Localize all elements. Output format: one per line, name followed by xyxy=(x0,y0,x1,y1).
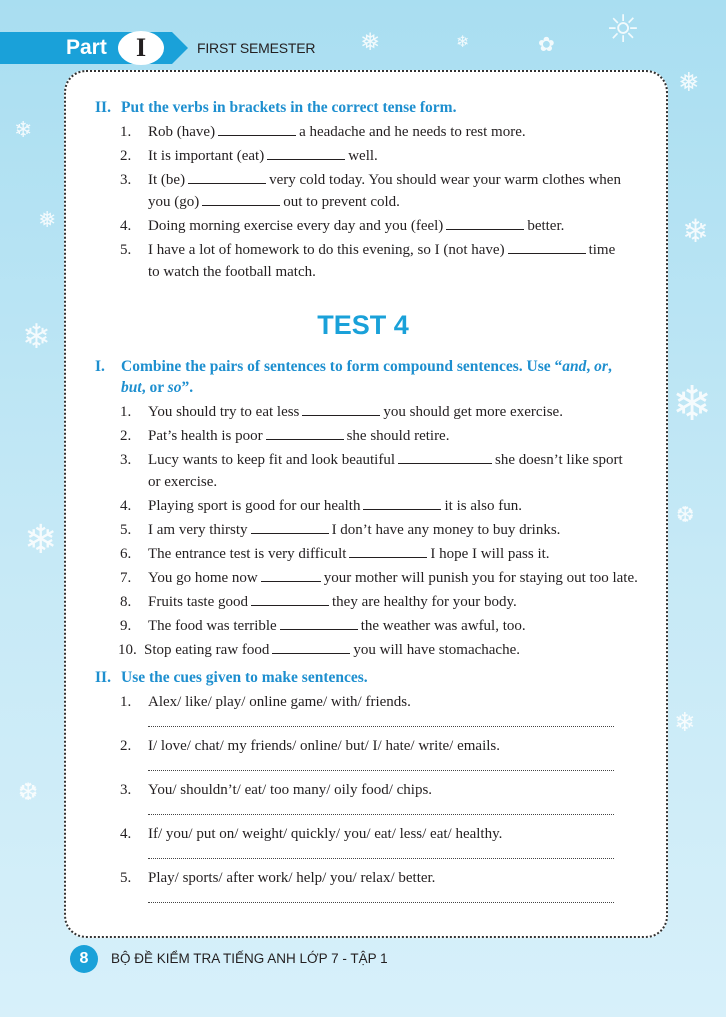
snowflake-icon: ❆ xyxy=(676,503,695,528)
answer-blank[interactable] xyxy=(280,615,358,630)
snowflake-icon: ❄ xyxy=(674,708,696,738)
answer-blank[interactable] xyxy=(251,591,329,606)
snowflake-icon: ❄ xyxy=(682,212,709,250)
answer-blank[interactable] xyxy=(267,145,345,160)
answer-blank[interactable] xyxy=(446,215,524,230)
snowflake-icon: ❄ xyxy=(22,317,51,357)
section-heading: I. Combine the pairs of sentences to form compound sentences. Use “and, or, but, or so”. xyxy=(95,358,612,396)
snowflake-icon: ❅ xyxy=(360,28,381,56)
section-heading: II. Put the verbs in brackets in the correct tense form. xyxy=(95,99,457,116)
answer-blank[interactable] xyxy=(218,121,296,136)
part-number: I xyxy=(118,31,164,65)
butterfly-icon: ✿ xyxy=(538,32,555,56)
snowflake-icon: ❅ xyxy=(38,208,57,233)
part-label: Part xyxy=(66,36,107,59)
snowflake-icon: ❄ xyxy=(14,118,33,143)
sun-icon: ☼ xyxy=(606,7,641,51)
page-number: 8 xyxy=(70,945,98,973)
answer-blank[interactable] xyxy=(398,449,492,464)
snowflake-icon: ❅ xyxy=(678,68,700,98)
answer-line[interactable] xyxy=(148,726,614,727)
snowflake-icon: ❄ xyxy=(456,32,470,51)
section-heading: II. Use the cues given to make sentences. xyxy=(95,669,368,686)
answer-blank[interactable] xyxy=(349,543,427,558)
snowflake-icon: ❆ xyxy=(18,778,39,806)
book-title: BỘ ĐỀ KIỂM TRA TIẾNG ANH LỚP 7 - TẬP 1 xyxy=(111,951,388,966)
snowflake-icon: ❄ xyxy=(672,376,713,432)
answer-blank[interactable] xyxy=(508,239,586,254)
answer-line[interactable] xyxy=(148,770,614,771)
answer-blank[interactable] xyxy=(272,639,350,654)
answer-blank[interactable] xyxy=(202,191,280,206)
answer-line[interactable] xyxy=(148,814,614,815)
answer-blank[interactable] xyxy=(188,169,266,184)
answer-blank[interactable] xyxy=(363,495,441,510)
answer-line[interactable] xyxy=(148,858,614,859)
answer-blank[interactable] xyxy=(266,425,344,440)
answer-blank[interactable] xyxy=(261,567,321,582)
test-title: TEST 4 xyxy=(317,310,409,340)
semester-title: FIRST SEMESTER xyxy=(197,40,316,56)
answer-line[interactable] xyxy=(148,902,614,903)
snowflake-icon: ❄ xyxy=(24,517,58,563)
answer-blank[interactable] xyxy=(302,401,380,416)
answer-blank[interactable] xyxy=(251,519,329,534)
